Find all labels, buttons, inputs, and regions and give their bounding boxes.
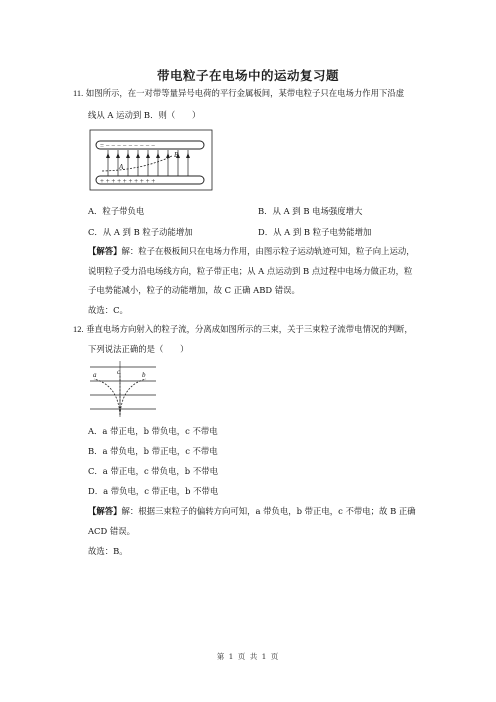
q11-answer-line1: 【解答】解：粒子在极板间只在电场力作用，由图示粒子运动轨迹可知，粒子向上运动， xyxy=(88,246,415,256)
q11-answer-line3: 子电势能减小，粒子的动能增加，故 C 正确 ABD 错误。 xyxy=(88,285,300,295)
q12-beam-a xyxy=(94,379,120,415)
q11-option-d: D．从 A 到 B 粒子电势能增加 xyxy=(258,227,372,237)
q11-answer-tag: 【解答】 xyxy=(88,246,122,256)
q12-label-a: a xyxy=(93,371,97,379)
q12-stem-line2: 下列说法正确的是（ ） xyxy=(88,344,189,354)
q12-answer-line2: ACD 错误。 xyxy=(88,526,135,536)
q12-option-c: C．a 带正电，c 带负电，b 不带电 xyxy=(88,466,218,476)
q11-number: 11. xyxy=(73,89,84,98)
page-title: 带电粒子在电场中的运动复习题 xyxy=(156,68,339,83)
q11-answer-line2: 说明粒子受力沿电场线方向，粒子带正电；从 A 点运动到 B 点过程中电场力做正功，粒 xyxy=(88,266,413,276)
q12-choice: 故选：B。 xyxy=(88,546,128,556)
q11-option-a: A．粒子带负电 xyxy=(88,206,145,216)
q12-label-b: b xyxy=(142,371,146,379)
q11-choice: 故选：C。 xyxy=(88,305,128,315)
q11-option-c: C．从 A 到 B 粒子动能增加 xyxy=(88,227,193,237)
q11-bottom-plate-signs: + + + + + + + + + + xyxy=(100,177,156,185)
q12-figure-beams xyxy=(88,361,158,417)
q11-label-B: B xyxy=(174,151,179,159)
q12-answer-tag: 【解答】 xyxy=(88,506,122,516)
q12-label-c: c xyxy=(117,368,121,376)
q11-label-A: A xyxy=(119,163,124,171)
q12-beam-b xyxy=(120,379,146,415)
q12-option-b: B．a 带负电，b 带正电，c 不带电 xyxy=(88,446,218,456)
q11-stem-line2: 线从 A 运动到 B．则（ ） xyxy=(88,110,201,120)
q11-figure-capacitor xyxy=(88,128,216,194)
q11-option-b: B．从 A 到 B 电场强度增大 xyxy=(258,206,363,216)
q12-answer-line1: 【解答】解：根据三束粒子的偏转方向可知，a 带负电，b 带正电，c 不带电；故 B 正确 xyxy=(88,506,416,516)
q12-option-d: D．a 带负电，c 带正电，b 不带电 xyxy=(88,486,219,496)
q11-stem-line1: 11. 如图所示，在一对带等量异号电荷的平行金属板间，某带电粒子只在电场力作用下沿虚 xyxy=(73,88,405,98)
page-footer: 第 1 页 共 1 页 xyxy=(216,652,280,661)
q11-top-plate-signs: = − − − − − − − − − xyxy=(100,142,156,150)
q12-number: 12. xyxy=(73,325,84,334)
q12-option-a: A．a 带正电，b 带负电，c 不带电 xyxy=(88,426,218,436)
q11-trajectory xyxy=(102,156,172,171)
q12-stem-line1: 12. 垂直电场方向射入的粒子流，分离成如图所示的三束，关于三束粒子流带电情况的判断， xyxy=(73,324,413,334)
